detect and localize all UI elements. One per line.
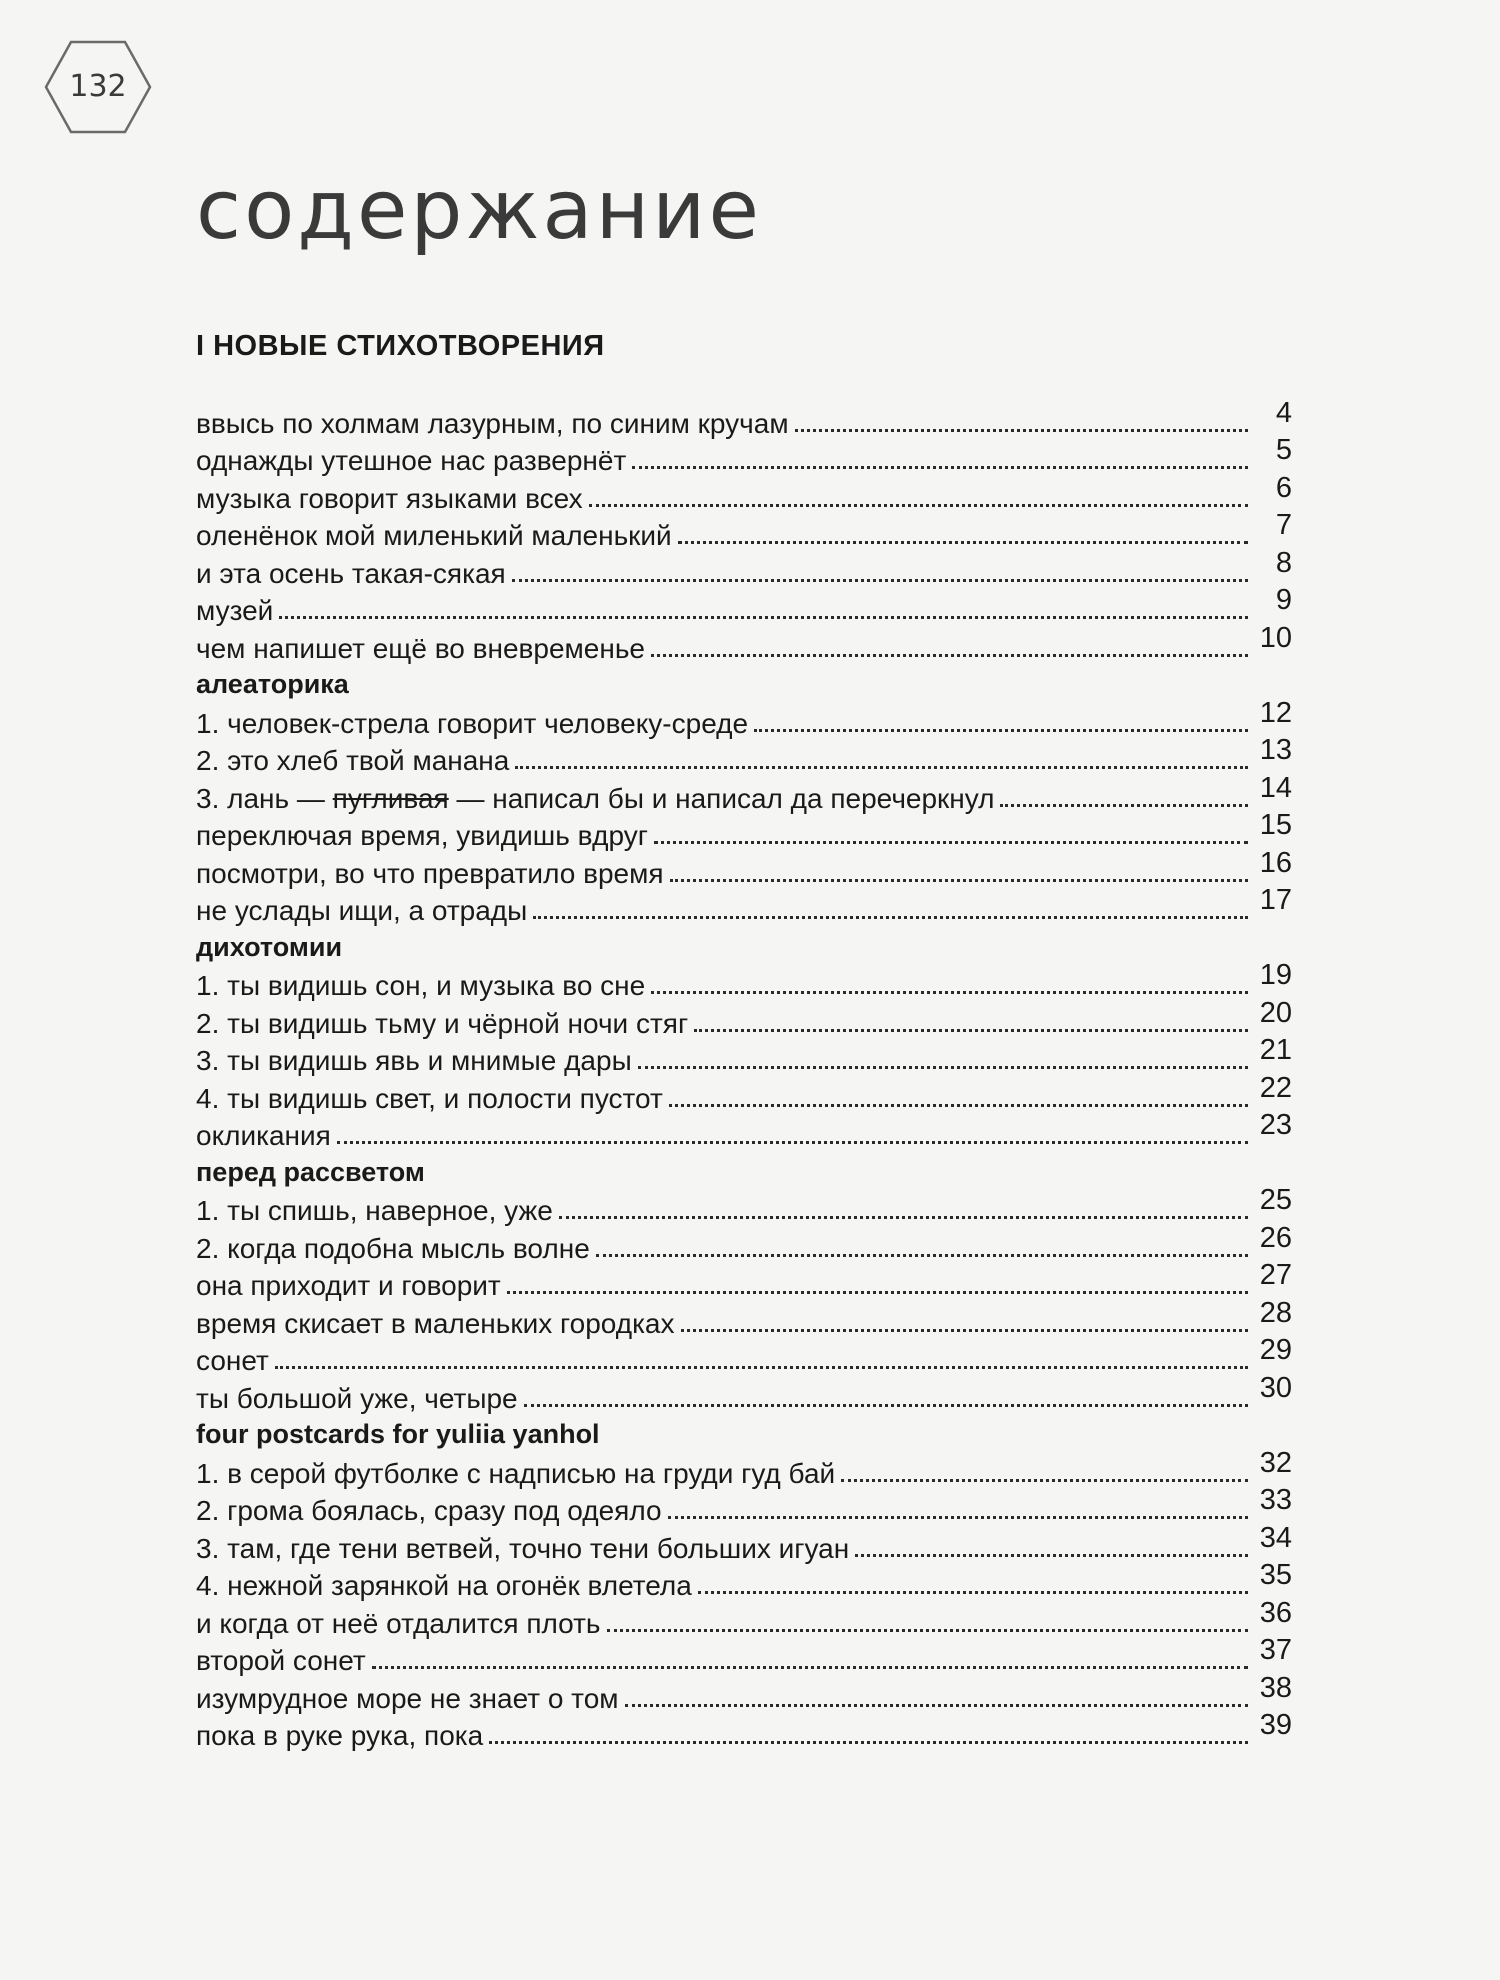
entry-page-number: 17 <box>1259 884 1292 916</box>
entry-title <box>196 1722 489 1750</box>
section-title: перед рассветом <box>196 1156 425 1187</box>
toc-entry[interactable] <box>196 471 1292 514</box>
toc-entry[interactable] <box>196 509 1292 551</box>
entry-title-continuation: — написал бы и написал да перечеркнул <box>448 782 995 814</box>
entry-title-text: однажды утешное нас развернёт <box>196 445 627 476</box>
entry-title <box>196 1197 559 1225</box>
entry-page-number: 35 <box>1259 1559 1292 1591</box>
entry-page-number: 23 <box>1259 1109 1292 1141</box>
entry-page-number: 4 <box>1275 396 1292 429</box>
entry-title <box>196 1047 638 1075</box>
entry-title-text: 4. ты видишь свет, и полости пустот <box>196 1082 663 1114</box>
entry-title-text: чем напишет ещё во вневременье <box>196 632 645 664</box>
entry-page-number: 26 <box>1259 1221 1292 1254</box>
entry-title <box>196 1082 669 1114</box>
entry-page-number: 34 <box>1259 1521 1292 1554</box>
toc-entry[interactable] <box>196 1109 1292 1151</box>
entry-page-number: 29 <box>1259 1334 1292 1366</box>
entry-page-number: 19 <box>1259 959 1292 991</box>
entry-page-number: 20 <box>1259 996 1292 1029</box>
part-heading: I НОВЫЕ СТИХОТВОРЕНИЯ <box>196 330 605 362</box>
entry-title <box>196 1682 625 1714</box>
toc-entry[interactable] <box>196 434 1292 476</box>
entry-title <box>196 1532 855 1564</box>
entry-page-number: 22 <box>1259 1071 1292 1104</box>
entry-title <box>196 1272 507 1300</box>
entry-title <box>196 1232 596 1264</box>
entry-title-text: 1. ты видишь сон, и музыка во сне <box>196 970 646 1001</box>
dot-leader <box>589 504 1248 507</box>
entry-page-number: 33 <box>1259 1484 1292 1516</box>
dot-leader <box>372 1666 1248 1669</box>
toc-entry[interactable] <box>196 1446 1292 1489</box>
toc-entry[interactable] <box>196 546 1292 589</box>
toc-entry[interactable] <box>196 1484 1292 1526</box>
toc-entry[interactable] <box>196 696 1292 739</box>
toc-entry[interactable] <box>196 1071 1292 1114</box>
page-title: содержание <box>196 163 762 258</box>
toc-entry[interactable] <box>196 1221 1292 1264</box>
entry-title <box>196 482 589 514</box>
entry-page-number: 6 <box>1275 471 1292 504</box>
entry-title <box>196 447 632 475</box>
entry-title-text: 2. ты видишь тьму и чёрной ночи стяг <box>196 1007 689 1039</box>
toc-entry[interactable] <box>196 1634 1292 1676</box>
entry-page-number: 14 <box>1259 771 1292 804</box>
toc-entry[interactable] <box>196 1259 1292 1301</box>
dot-leader <box>678 541 1248 544</box>
toc-entry[interactable] <box>196 771 1292 814</box>
entry-title-text: изумрудное море не знает о том <box>196 1682 619 1714</box>
entry-page-number: 16 <box>1259 846 1292 879</box>
entry-title-text: не услады ищи, а отрады <box>196 895 528 926</box>
struck-through-word: пугливая <box>332 782 449 814</box>
toc-section-heading <box>196 1413 1292 1451</box>
entry-title <box>196 1347 275 1375</box>
entry-title-text: 2. грома боялась, сразу под одеяло <box>196 1495 662 1526</box>
dot-leader <box>841 1479 1248 1482</box>
entry-title <box>196 597 279 625</box>
entry-title <box>196 1122 337 1150</box>
entry-title-text: 3. лань — <box>196 782 333 814</box>
entry-title-text: музей <box>196 595 274 626</box>
entry-title <box>196 1457 841 1489</box>
dot-leader <box>275 1366 1248 1369</box>
entry-title-text: 3. ты видишь явь и мнимые дары <box>196 1045 632 1076</box>
toc-entry[interactable] <box>196 959 1292 1001</box>
toc-entry[interactable] <box>196 996 1292 1039</box>
dot-leader <box>651 991 1248 994</box>
entry-page-number: 37 <box>1259 1634 1292 1666</box>
entry-title-text: 1. человек-стрела говорит человеку-среде <box>196 707 749 739</box>
toc-entry[interactable] <box>196 846 1292 889</box>
entry-title <box>196 407 795 439</box>
entry-page-number: 25 <box>1259 1184 1292 1216</box>
entry-title-text: и эта осень такая-сякая <box>196 557 506 589</box>
section-title: алеаторика <box>196 669 349 699</box>
dot-leader <box>698 1591 1248 1594</box>
dot-leader <box>1000 804 1248 807</box>
dot-leader <box>512 579 1248 582</box>
dot-leader <box>754 729 1248 732</box>
toc-entry[interactable] <box>196 1559 1292 1601</box>
entry-title-text: 4. нежной зарянкой на огонёк влетела <box>196 1570 692 1601</box>
entry-title-text: ты большой уже, четыре <box>196 1382 518 1414</box>
entry-title-text: окликания <box>196 1120 331 1151</box>
dot-leader <box>507 1291 1248 1294</box>
entry-title-text: оленёнок мой миленький маленький <box>196 520 672 551</box>
entry-title <box>196 1647 372 1675</box>
section-title: four postcards for yuliia yanhol <box>196 1419 600 1449</box>
toc-entry[interactable] <box>196 1334 1292 1376</box>
toc-entry[interactable] <box>196 396 1292 439</box>
entry-title <box>196 707 754 739</box>
entry-page-number: 5 <box>1275 434 1292 466</box>
toc-entry[interactable] <box>196 1034 1292 1076</box>
dot-leader <box>651 654 1248 657</box>
entry-title-text: музыка говорит языками всех <box>196 482 583 514</box>
entry-title-text: сонет <box>196 1345 269 1376</box>
entry-title <box>196 1307 681 1339</box>
entry-title <box>196 1572 698 1600</box>
toc-entry[interactable] <box>196 1671 1292 1714</box>
entry-page-number: 39 <box>1259 1709 1292 1741</box>
toc-section-heading <box>196 1150 1292 1188</box>
entry-title-text: переключая время, увидишь вдруг <box>196 820 648 851</box>
entry-title <box>196 1607 607 1639</box>
toc-entry[interactable] <box>196 1596 1292 1639</box>
dot-leader <box>632 466 1248 469</box>
toc-entry[interactable] <box>196 1296 1292 1339</box>
dot-leader <box>670 879 1248 882</box>
entry-page-number: 30 <box>1259 1371 1292 1404</box>
entry-page-number: 27 <box>1259 1259 1292 1291</box>
entry-title <box>196 897 533 925</box>
entry-page-number: 7 <box>1275 509 1292 541</box>
entry-page-number: 13 <box>1259 734 1292 766</box>
dot-leader <box>625 1704 1248 1707</box>
entry-title <box>196 857 670 889</box>
entry-page-number: 21 <box>1259 1034 1292 1066</box>
entry-title-text: второй сонет <box>196 1645 366 1676</box>
dot-leader <box>607 1629 1248 1632</box>
entry-title <box>196 557 512 589</box>
entry-title <box>196 822 654 850</box>
toc-entry[interactable] <box>196 1709 1292 1751</box>
dot-leader <box>337 1141 1248 1144</box>
dot-leader <box>668 1516 1248 1519</box>
entry-title-text: и когда от неё отдалится плоть <box>196 1607 601 1639</box>
dot-leader <box>559 1216 1248 1219</box>
toc-entry[interactable] <box>196 1521 1292 1564</box>
toc-entry[interactable] <box>196 1371 1292 1414</box>
dot-leader <box>669 1104 1248 1107</box>
dot-leader <box>524 1404 1248 1407</box>
entry-title-text: время скисает в маленьких городках <box>196 1307 675 1339</box>
entry-page-number: 36 <box>1259 1596 1292 1629</box>
entry-title <box>196 972 651 1000</box>
toc-entry[interactable] <box>196 884 1292 926</box>
dot-leader <box>855 1554 1248 1557</box>
entry-page-number: 12 <box>1259 696 1292 729</box>
entry-title-text: ввысь по холмам лазурным, по синим кручам <box>196 407 789 439</box>
entry-page-number: 9 <box>1275 584 1292 616</box>
dot-leader <box>533 916 1248 919</box>
entry-title-text: 2. это хлеб твой манана <box>196 745 510 776</box>
entry-title <box>196 782 1000 814</box>
section-title: дихотомии <box>196 931 343 962</box>
dot-leader <box>638 1066 1248 1069</box>
entry-title <box>196 522 678 550</box>
dot-leader <box>515 766 1248 769</box>
entry-title-text: 3. там, где тени ветвей, точно тени больших игуан <box>196 1532 850 1564</box>
entry-title-text: 1. в серой футболке с надписью на груди гуд бай <box>196 1457 836 1489</box>
toc-section-heading <box>196 925 1292 963</box>
entry-page-number: 32 <box>1259 1446 1292 1479</box>
entry-title <box>196 1382 524 1414</box>
dot-leader <box>489 1741 1248 1744</box>
entry-title-text: 1. ты спишь, наверное, уже <box>196 1195 553 1226</box>
toc-entry[interactable] <box>196 621 1292 664</box>
page-number: 132 <box>69 69 127 104</box>
entry-title-text: посмотри, во что превратило время <box>196 857 664 889</box>
entry-title <box>196 1007 694 1039</box>
toc-entry[interactable] <box>196 734 1292 776</box>
entry-title <box>196 632 651 664</box>
dot-leader <box>681 1329 1248 1332</box>
toc-entry[interactable] <box>196 584 1292 626</box>
dot-leader <box>795 429 1248 432</box>
entry-page-number: 8 <box>1275 546 1292 579</box>
entry-page-number: 28 <box>1259 1296 1292 1329</box>
entry-title-text: 2. когда подобна мысль волне <box>196 1232 590 1264</box>
dot-leader <box>279 616 1248 619</box>
toc-entry[interactable] <box>196 1184 1292 1226</box>
page-number-badge <box>44 40 152 134</box>
entry-page-number: 38 <box>1259 1671 1292 1704</box>
entry-title <box>196 1497 668 1525</box>
dot-leader <box>694 1029 1248 1032</box>
entry-page-number: 15 <box>1259 809 1292 841</box>
entry-title <box>196 747 515 775</box>
entry-page-number: 10 <box>1259 621 1292 654</box>
table-of-contents <box>196 396 1292 1751</box>
entry-title-text: она приходит и говорит <box>196 1270 501 1301</box>
dot-leader <box>654 841 1248 844</box>
entry-title-text: пока в руке рука, пока <box>196 1720 484 1751</box>
dot-leader <box>596 1254 1248 1257</box>
toc-section-heading <box>196 663 1292 701</box>
toc-entry[interactable] <box>196 809 1292 851</box>
